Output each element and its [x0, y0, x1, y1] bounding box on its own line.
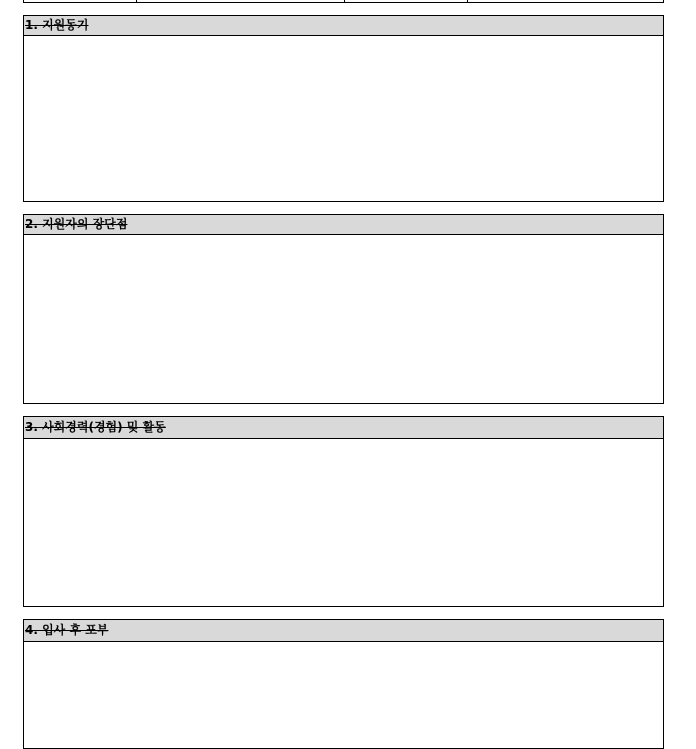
section-header — [24, 620, 663, 642]
section-motivation — [23, 15, 664, 202]
section-header — [24, 215, 663, 235]
cell-divider — [467, 0, 468, 2]
cell-divider — [136, 0, 137, 2]
section-title: 4. 입사 후 포부 — [25, 623, 109, 637]
section-body-aspirations[interactable] — [24, 642, 663, 748]
cell-divider — [344, 0, 345, 2]
section-title: 2. 지원자의 장단점 — [25, 217, 128, 231]
section-title: 3. 사회경력(경험) 및 활동 — [25, 420, 166, 434]
section-strengths-weaknesses — [23, 214, 664, 404]
previous-table-row — [23, 0, 664, 3]
section-header — [24, 417, 663, 439]
section-experience — [23, 416, 664, 607]
section-aspirations — [23, 619, 664, 749]
section-body-motivation[interactable] — [24, 36, 663, 201]
section-body-strengths-weaknesses[interactable] — [24, 235, 663, 403]
section-title: 1. 지원동기 — [25, 18, 89, 32]
section-header — [24, 16, 663, 36]
section-body-experience[interactable] — [24, 439, 663, 606]
